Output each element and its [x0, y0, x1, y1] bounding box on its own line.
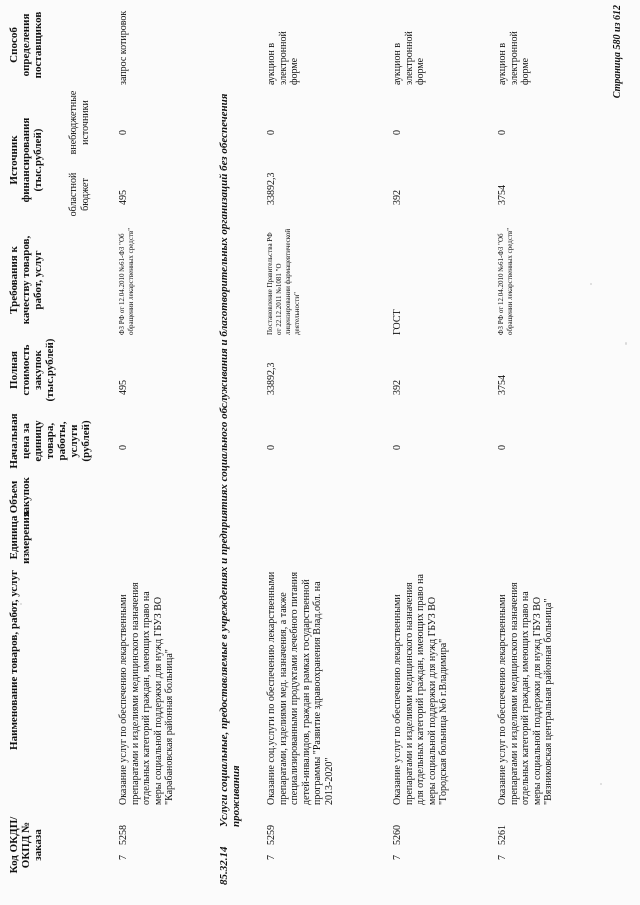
- header-total: Полная стоимость закупок (тыс.рублей): [8, 338, 56, 402]
- row-name: Оказание услуг по обеспечению лекарственными препаратами и изделиями медицинского назначения для отдельных категорий граждан, имеющих право на меры социальной поддержки для нужд ГБУЗ ВО "Городская больница №6 г.Владимира": [392, 574, 449, 805]
- scan-speck: [600, 783, 602, 785]
- scan-speck: [590, 283, 592, 285]
- scan-speck: [40, 53, 42, 55]
- header-requirements: Требования к качеству товаров, работ, услуг: [8, 235, 44, 325]
- scan-speck: [20, 603, 22, 605]
- row-code: 7: [497, 855, 508, 860]
- row-order-number: 5260: [392, 825, 403, 845]
- row-order-number: 5261: [497, 825, 508, 845]
- header-code: Код ОКДП/ ОКПД № заказа: [8, 816, 44, 874]
- row-total: 3754: [497, 375, 508, 395]
- row-total: 495: [118, 380, 129, 395]
- row-code: 7: [392, 855, 403, 860]
- row-code: 7: [118, 855, 129, 860]
- row-method: аукцион в электронной форме: [392, 31, 426, 85]
- header-name: Наименование товаров, работ, услуг: [8, 570, 20, 750]
- row-fund-regional: 392: [392, 190, 403, 205]
- row-fund-regional: 3754: [497, 185, 508, 205]
- header-funding: Источник финансирования (тыс.рублей): [8, 117, 44, 203]
- row-fund-regional: 33892,3: [266, 172, 277, 205]
- header-price: Начальная цена за единицу товара, работы, услуги (рублей): [8, 413, 92, 469]
- row-fund-extra: 0: [118, 130, 129, 135]
- row-requirements: Постановление Правительства РФ от 22.12.2011 №1081 "О лицензировании фармацевтической деятельности": [266, 228, 301, 335]
- row-total: 33892,3: [266, 362, 277, 395]
- header-volume: Объем закупок: [8, 477, 32, 517]
- row-requirements: ФЗ РФ от 12.04.2010 №61-ФЗ "Об обращении лекарственных средств": [118, 227, 135, 335]
- header-fund-extra: внебюджетные источники: [68, 90, 91, 155]
- row-order-number: 5258: [118, 825, 129, 845]
- row-price: 0: [497, 445, 508, 450]
- section-code: 85.32.14: [218, 846, 230, 885]
- header-fund-regional: областной бюджет: [68, 172, 91, 217]
- row-fund-regional: 495: [118, 190, 129, 205]
- row-requirements: ГОСТ: [392, 309, 403, 335]
- row-fund-extra: 0: [497, 130, 508, 135]
- row-price: 0: [266, 445, 277, 450]
- scan-speck: [625, 342, 627, 345]
- row-method: аукцион в электронной форме: [497, 31, 531, 85]
- row-method: аукцион в электронной форме: [266, 31, 300, 85]
- section-title: Услуги социальные, предоставляемые в учреждениях и предприятиях социального обслуживания и благотворительных организаций без обеспечения проживания: [218, 93, 242, 827]
- row-code: 7: [266, 855, 277, 860]
- row-requirements: ФЗ РФ от 12.04.2010 №61-ФЗ "Об обращении лекарственных средств": [497, 227, 514, 335]
- row-total: 392: [392, 380, 403, 395]
- row-name: Оказание услуг по обеспечению лекарственными препаратами и изделиями медицинского назначения отдельных категорий граждан, имеющих право на меры социальной поддержки для нужд ГБУЗ ВО "Карабановская районная больница": [118, 582, 175, 805]
- header-unit: Единица измерения: [8, 511, 32, 564]
- row-price: 0: [392, 445, 403, 450]
- row-fund-extra: 0: [392, 130, 403, 135]
- row-name: Оказание соц.услуги по обеспечению лекарственными препаратами, изделиями мед. назначения, а также специализированными продуктами лечебного питания детей-инвалидов, граждан в рамках государственной программы "Развитие здравоохранения Влад.обл. на 2013-2020": [266, 571, 335, 805]
- row-name: Оказание услуг по обеспечению лекарственными препаратами и изделиями медицинского назначения отдельных категорий граждан, имеющих право на меры социальной поддержки для нужд ГБУЗ ВО "Вязниковская центральная районная больница": [497, 582, 554, 805]
- header-method: Способ определения поставщиков: [8, 11, 44, 79]
- row-order-number: 5259: [266, 825, 277, 845]
- page-number: Страница 580 из 612: [612, 5, 623, 99]
- row-method: запрос котировок: [118, 10, 129, 85]
- row-price: 0: [118, 445, 129, 450]
- row-fund-extra: 0: [266, 130, 277, 135]
